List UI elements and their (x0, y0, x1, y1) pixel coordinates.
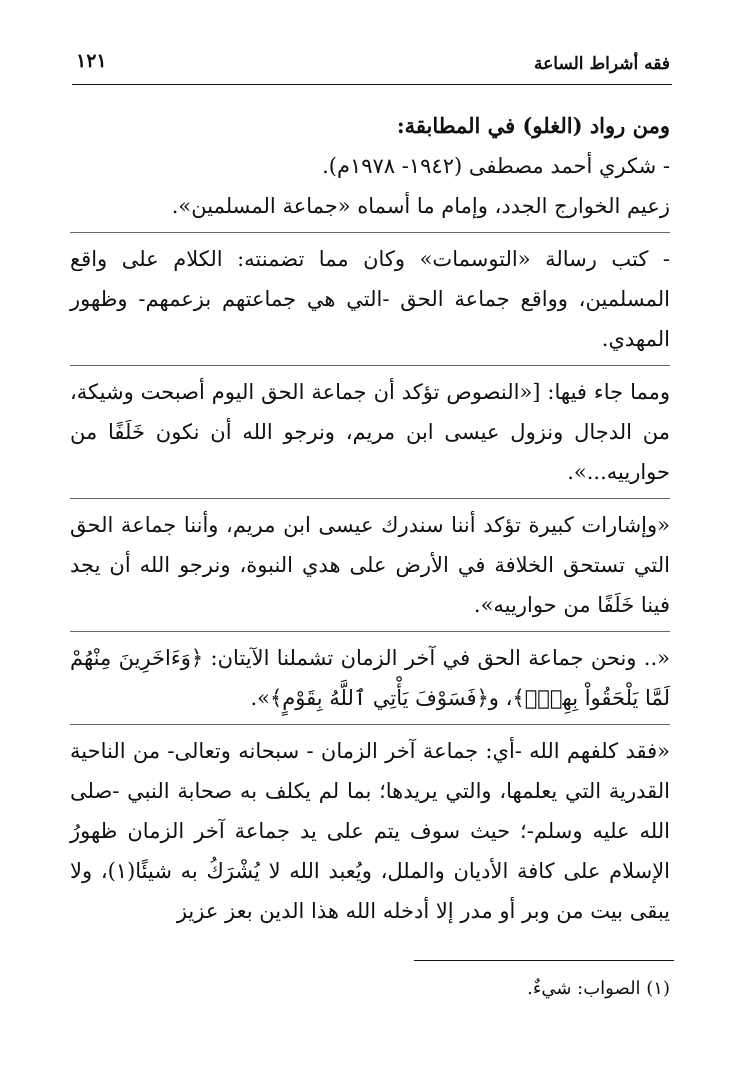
paragraph: ومما جاء فيها: [«النصوص تؤكد أن جماعة الحق اليوم أصبحت وشيكة، من الدجال ونزول عيسى ابن مريم، ونرجو الله أن نكون خَلَفًا من حوارييه...». (70, 380, 670, 484)
paragraph: - كتب رسالة «التوسمات» وكان مما تضمنته: الكلام على واقع المسلمين، وواقع جماعة الحق -التي هي جماعتهم بزعمهم- وظهور المهدي. (70, 247, 670, 351)
paragraph-divider (70, 365, 670, 366)
footnote-divider (414, 960, 674, 961)
paragraph: «وإشارات كبيرة تؤكد أننا سندرك عيسى ابن مريم، وأننا جماعة الحق التي تستحق الخلافة في الأرض على هدي النبوة، ونرجو الله أن يجد فينا خَلَفًا من حوارييه». (70, 513, 670, 617)
page-number: ١٢١ (76, 50, 107, 72)
header-divider (72, 84, 672, 85)
running-header-title: فقه أشراط الساعة (534, 54, 670, 74)
paragraph-divider (70, 724, 670, 725)
body-text (70, 106, 670, 931)
paragraph: «فقد كلفهم الله -أي: جماعة آخر الزمان - سبحانه وتعالى- من الناحية القدرية التي يعلمها، والتي يريدها؛ بما لم يكلف به صحابة النبي -صلى الله عليه وسلم-؛ حيث سوف يتم على يد جماعة آخر الزمان ظهورُ الإسلام على كافة الأديان والملل، ويُعبد الله لا يُشْرَكُ به شيئًا(١)، ولا يبقى بيت من وبر أو مدر إلا أدخله الله هذا الدين بعز عزيز (70, 739, 671, 923)
paragraph-divider (70, 498, 670, 499)
section-heading: ومن رواد (الغلو) في المطابقة: (396, 113, 670, 138)
paragraph: «.. ونحن جماعة الحق في آخر الزمان تشملنا الآيتان: ﴿وَءَاخَرِينَ مِنْهُمْ لَمَّا يَلْحَقُواْ بِهِمْۚ﴾، و﴿فَسَوْفَ يَأْتِي ٱللَّهُ بِقَوْمٍ﴾». (70, 646, 670, 710)
footnote: (١) الصواب: شيءٌ. (527, 978, 670, 999)
paragraph-divider (70, 631, 670, 632)
paragraph: زعيم الخوارج الجدد، وإمام ما أسماه «جماعة المسلمين». (171, 194, 670, 218)
paragraph-divider (70, 232, 670, 233)
paragraph: - شكري أحمد مصطفى (١٩٤٢- ١٩٧٨م). (322, 154, 670, 178)
